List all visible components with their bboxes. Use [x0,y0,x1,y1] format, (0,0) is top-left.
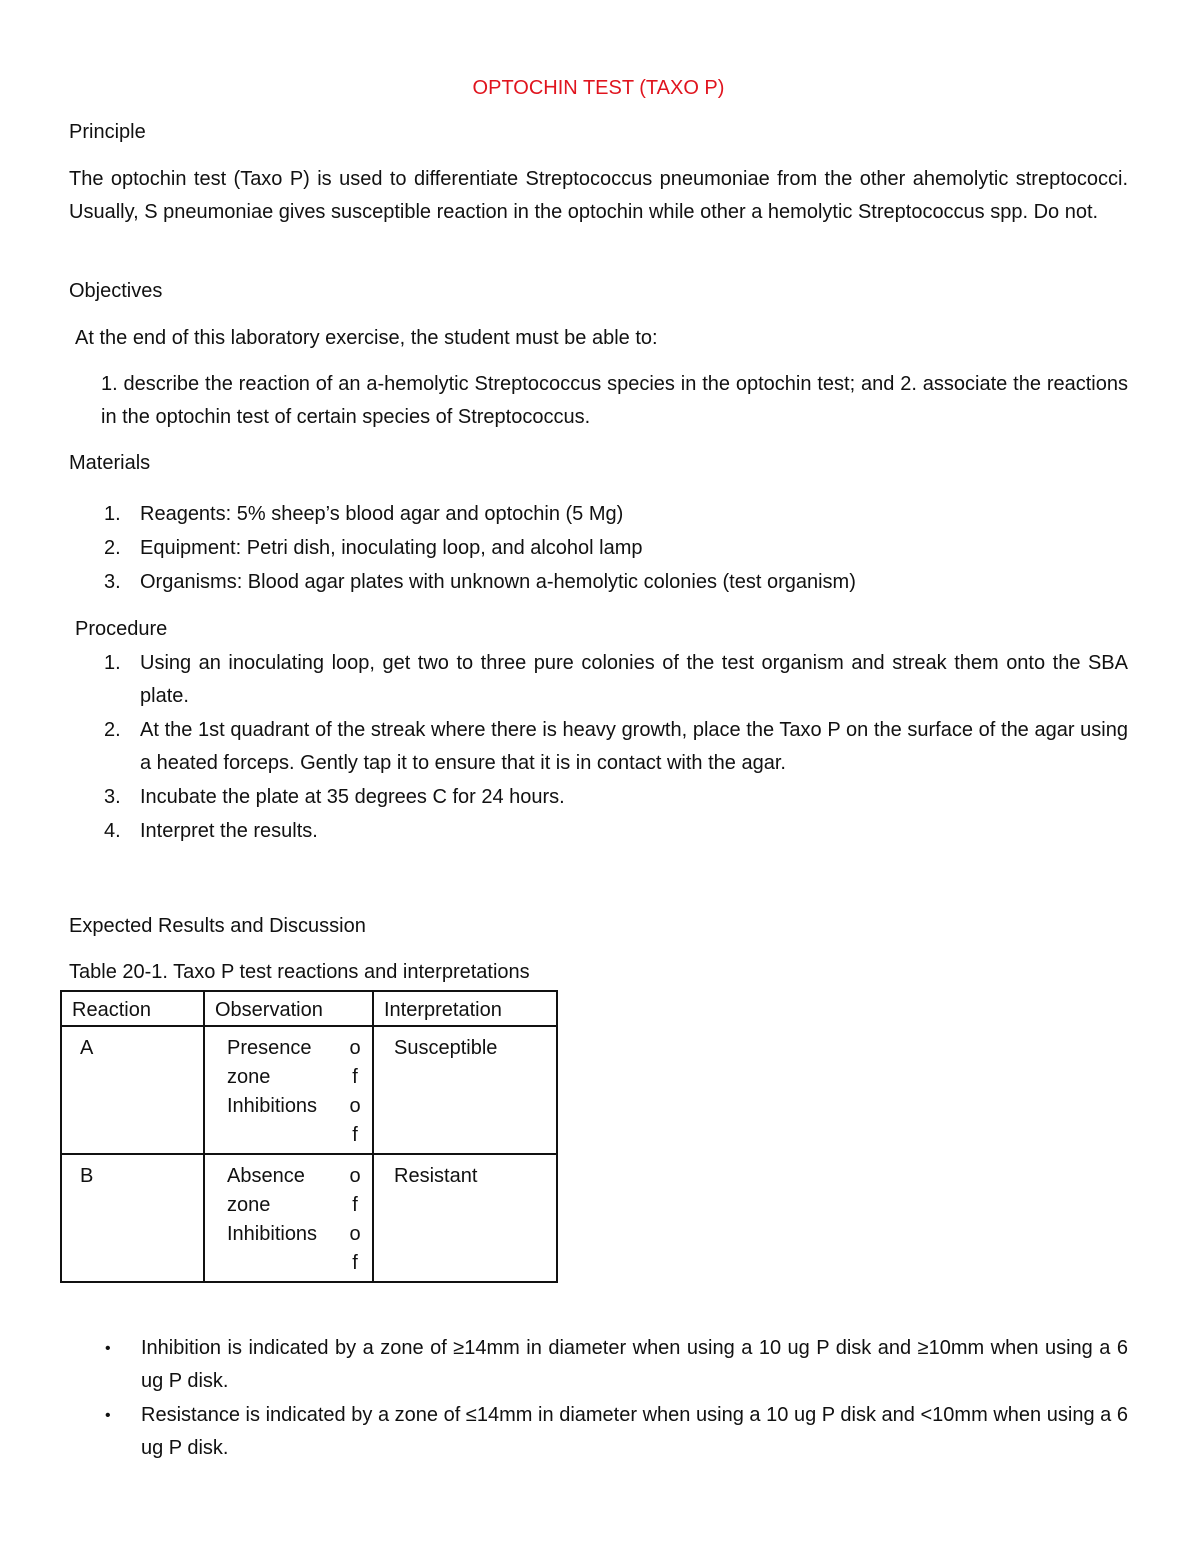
column-header: Observation [204,991,373,1026]
results-table [60,990,558,1283]
objectives-heading: Objectives [69,280,163,302]
list-item: • Inhibition is indicated by a zone of ≥14mm in diameter when using a 10 ug P disk and ≥10mm when using a 6 ug P disk. [105,1337,1128,1392]
observation-cell: Presence zone Inhibitions o f o f [204,1026,373,1154]
list-item: 3. Organisms: Blood agar plates with unknown a-hemolytic colonies (test organism) [104,571,856,593]
observation-cell: Absence zone Inhibitions o f o f [204,1154,373,1282]
results-bullets [69,1332,1128,1466]
list-item: • Resistance is indicated by a zone of ≤14mm in diameter when using a 10 ug P disk and <10mm when using a 6 ug P disk. [105,1404,1128,1459]
interpretation-cell: Susceptible [373,1026,557,1154]
column-header: Interpretation [373,991,557,1026]
principle-text: The optochin test (Taxo P) is used to differentiate Streptococcus pneumoniae from the other ahemolytic streptococci. Usually, S pneumoniae gives susceptible reaction in the optochin while other a hemolytic Streptococcus spp. Do not. [69,168,1128,223]
list-item: 2. Equipment: Petri dish, inoculating loop, and alcohol lamp [104,537,643,559]
reaction-cell: B [61,1154,204,1282]
list-item: 1. Using an inoculating loop, get two to three pure colonies of the test organism and streak them onto the SBA plate. [104,652,1128,707]
document-title: OPTOCHIN TEST (TAXO P) [472,77,725,99]
results-heading: Expected Results and Discussion [69,915,366,937]
list-item: 2. At the 1st quadrant of the streak where there is heavy growth, place the Taxo P on the surface of the agar using a heated forceps. Gently tap it to ensure that it is in contact with the agar. [104,719,1128,774]
principle-heading: Principle [69,121,146,143]
table-row [61,1154,557,1282]
table-row [61,1026,557,1154]
interpretation-cell: Resistant [373,1154,557,1282]
table-caption: Table 20-1. Taxo P test reactions and interpretations [69,961,530,983]
procedure-list [69,647,1128,849]
materials-list [69,498,1128,599]
column-header: Reaction [61,991,204,1026]
list-item: 3. Incubate the plate at 35 degrees C for 24 hours. [104,786,565,808]
reaction-cell: A [61,1026,204,1154]
list-item: 4. Interpret the results. [104,820,318,842]
table-header-row [61,991,557,1026]
materials-heading: Materials [69,452,151,474]
objectives-intro: At the end of this laboratory exercise, the student must be able to: [75,327,658,349]
objectives-text: 1. describe the reaction of an a-hemolytic Streptococcus species in the optochin test; and 2. associate the reactions in the optochin test of certain species of Streptococcus. [101,373,1128,428]
list-item: 1. Reagents: 5% sheep’s blood agar and optochin (5 Mg) [104,503,624,525]
procedure-heading: Procedure [75,618,168,640]
